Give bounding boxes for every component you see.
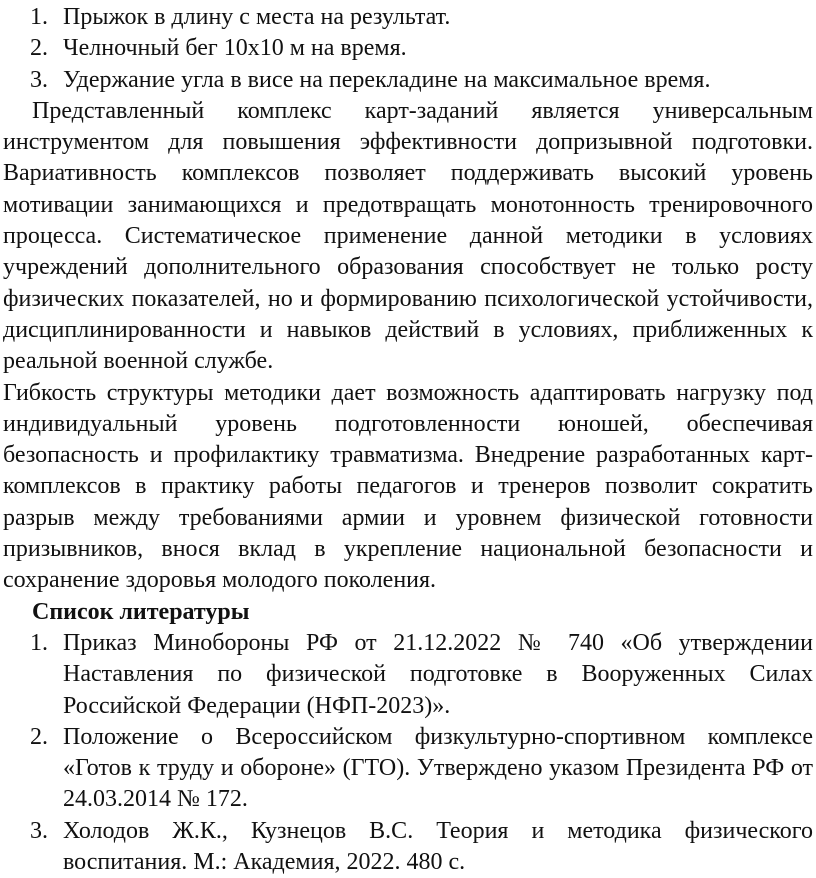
reference-text: Холодов Ж.К., Кузнецов В.С. Теория и методика физического воспитания. М.: Академия, 2022. 480 с. [63,817,813,876]
references-list [3,628,813,878]
reference-number: 1. [30,629,48,656]
reference-number: 2. [30,723,48,750]
list-item-number: 1. [30,4,48,30]
references-heading: Список литературы [32,598,250,625]
list-item-text: Удержание угла в висе на перекладине на максимальное время. [63,66,711,93]
reference-item [3,722,813,816]
list-item-number: 3. [30,66,48,93]
document-page [3,2,813,878]
list-item [3,65,813,96]
reference-item [3,628,813,722]
test-list [3,2,813,96]
list-item-text: Прыжок в длину с места на результат. [63,4,451,30]
body-paragraph: Гибкость структуры методики дает возможность адаптировать нагрузку под индивидуальный уровень подготовленности юношей, обеспечивая безопасность и профилактику травматизма. Внедрение разработанных карт-комплексов в практику работы педагогов и тренеров позволит сократить разрыв между требованиями армии и уровнем физической готовности призывников, внося вклад в укрепление национальной безопасности и сохранение здоровья молодого поколения. [3,379,813,594]
body-paragraph: Представленный комплекс карт-заданий является универсальным инструментом для повышения эффективности допризывной подготовки. Вариативность комплексов позволяет поддерживать высокий уровень мотивации занимающихся и предотвращать монотонность тренировочного процесса. Систематическое применение данной методики в условиях учреждений дополнительного образования способствует не только росту физических показателей, но и формированию психологической устойчивости, дисциплинированности и навыков действий в условиях, приближенных к реальной военной службе. [3,97,813,375]
reference-number: 3. [30,817,48,844]
reference-item [3,816,813,878]
reference-text: Приказ Минобороны РФ от 21.12.2022 № 740 «Об утверждении Наставления по физической подготовке в Вооруженных Силах Российской Федерации (НФП-2023)». [63,629,813,719]
list-item [3,2,813,33]
list-item [3,33,813,64]
list-item-text: Челночный бег 10х10 м на время. [63,35,407,62]
reference-text: Положение о Всероссийском физкультурно-спортивном комплексе «Готов к труду и обороне» (ГТО). Утверждено указом Президента РФ от 24.03.2014 № 172. [63,723,813,813]
list-item-number: 2. [30,35,48,62]
